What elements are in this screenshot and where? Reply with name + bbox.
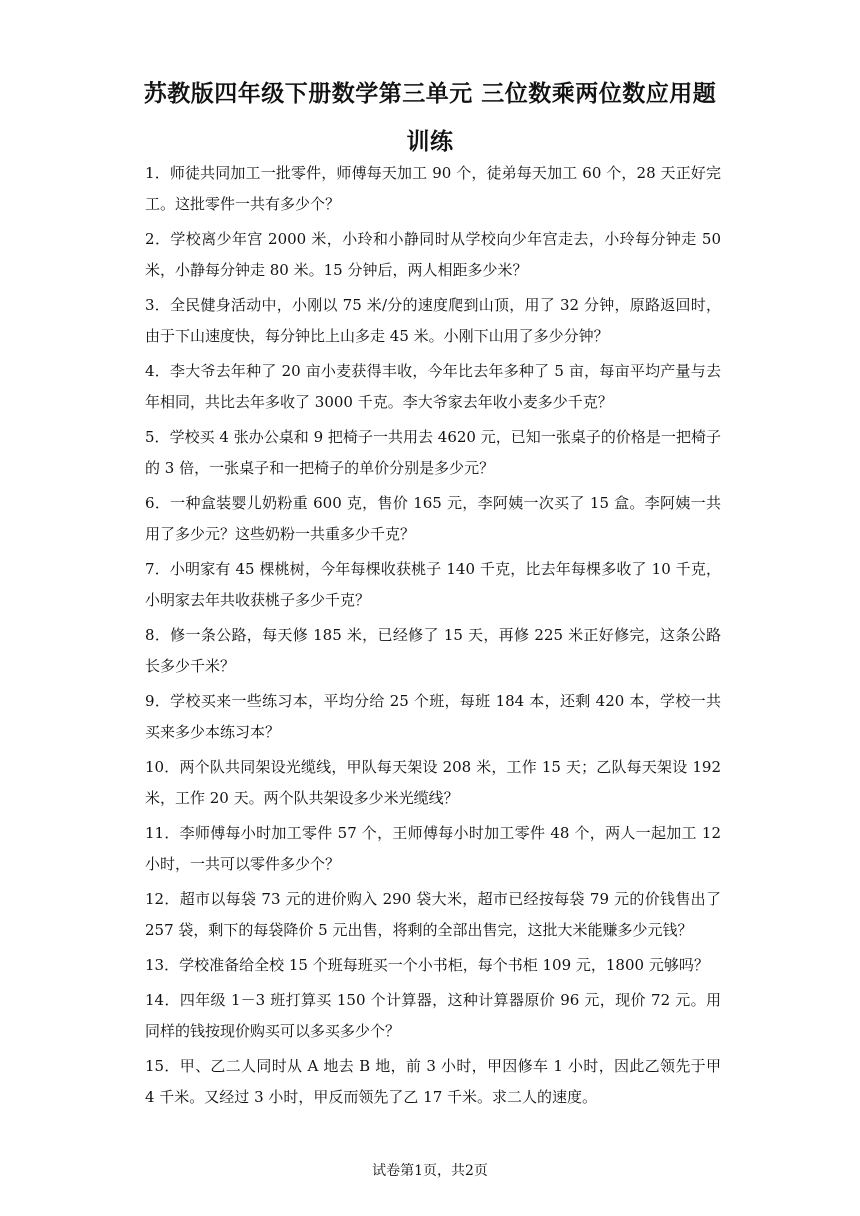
question-12: 12．超市以每袋 73 元的进价购入 290 袋大米，超市已经按每袋 79 元的价钱售出了 257 袋，剩下的每袋降价 5 元出售，将剩的全部出售完，这批大米能赚多少元钱？: [145, 890, 721, 939]
question-14: 14．四年级 1－3 班打算买 150 个计算器，这种计算器原价 96 元，现价 72 元。用同样的钱按现价购买可以多买多少个？: [145, 991, 721, 1040]
question-6: 6．一种盒装婴儿奶粉重 600 克，售价 165 元，李阿姨一次买了 15 盒。李阿姨一共用了多少元？这些奶粉一共重多少千克？: [145, 494, 721, 543]
question-4: 4．李大爷去年种了 20 亩小麦获得丰收，今年比去年多种了 5 亩，每亩平均产量与去年相同，共比去年多收了 3000 千克。李大爷家去年收小麦多少千克？: [145, 362, 721, 411]
page-title: 苏教版四年级下册数学第三单元 三位数乘两位数应用题训练: [143, 80, 717, 155]
question-list: [145, 158, 721, 1117]
question-1: 1．师徒共同加工一批零件，师傅每天加工 90 个，徒弟每天加工 60 个，28 天正好完工。这批零件一共有多少个？: [145, 164, 721, 213]
question-13: 13．学校准备给全校 15 个班每班买一个小书柜，每个书柜 109 元，1800 元够吗？: [145, 956, 709, 974]
question-3: 3．全民健身活动中，小刚以 75 米/分的速度爬到山顶，用了 32 分钟，原路返回时，由于下山速度快，每分钟比上山多走 45 米。小刚下山用了多少分钟？: [145, 296, 721, 345]
question-11: 11．李师傅每小时加工零件 57 个，王师傅每小时加工零件 48 个，两人一起加工 12 小时，一共可以零件多少个？: [145, 824, 721, 873]
question-5: 5．学校买 4 张办公桌和 9 把椅子一共用去 4620 元，已知一张桌子的价格是一把椅子的 3 倍，一张桌子和一把椅子的单价分别是多少元？: [145, 428, 721, 477]
question-10: 10．两个队共同架设光缆线，甲队每天架设 208 米，工作 15 天；乙队每天架设 192 米，工作 20 天。两个队共架设多少米光缆线？: [145, 758, 721, 807]
question-8: 8．修一条公路，每天修 185 米，已经修了 15 天，再修 225 米正好修完，这条公路长多少千米？: [145, 626, 721, 675]
page-footer: 试卷第1页，共2页: [372, 1163, 488, 1179]
question-7: 7．小明家有 45 棵桃树，今年每棵收获桃子 140 千克，比去年每棵多收了 10 千克，小明家去年共收获桃子多少千克？: [145, 560, 721, 609]
question-2: 2．学校离少年宫 2000 米，小玲和小静同时从学校向少年宫走去，小玲每分钟走 50 米，小静每分钟走 80 米。15 分钟后，两人相距多少米？: [145, 230, 721, 279]
question-9: 9．学校买来一些练习本，平均分给 25 个班，每班 184 本，还剩 420 本，学校一共买来多少本练习本？: [145, 692, 721, 741]
question-15: 15．甲、乙二人同时从 A 地去 B 地，前 3 小时，甲因修车 1 小时，因此乙领先于甲 4 千米。又经过 3 小时，甲反而领先了乙 17 千米。求二人的速度。: [145, 1057, 721, 1106]
